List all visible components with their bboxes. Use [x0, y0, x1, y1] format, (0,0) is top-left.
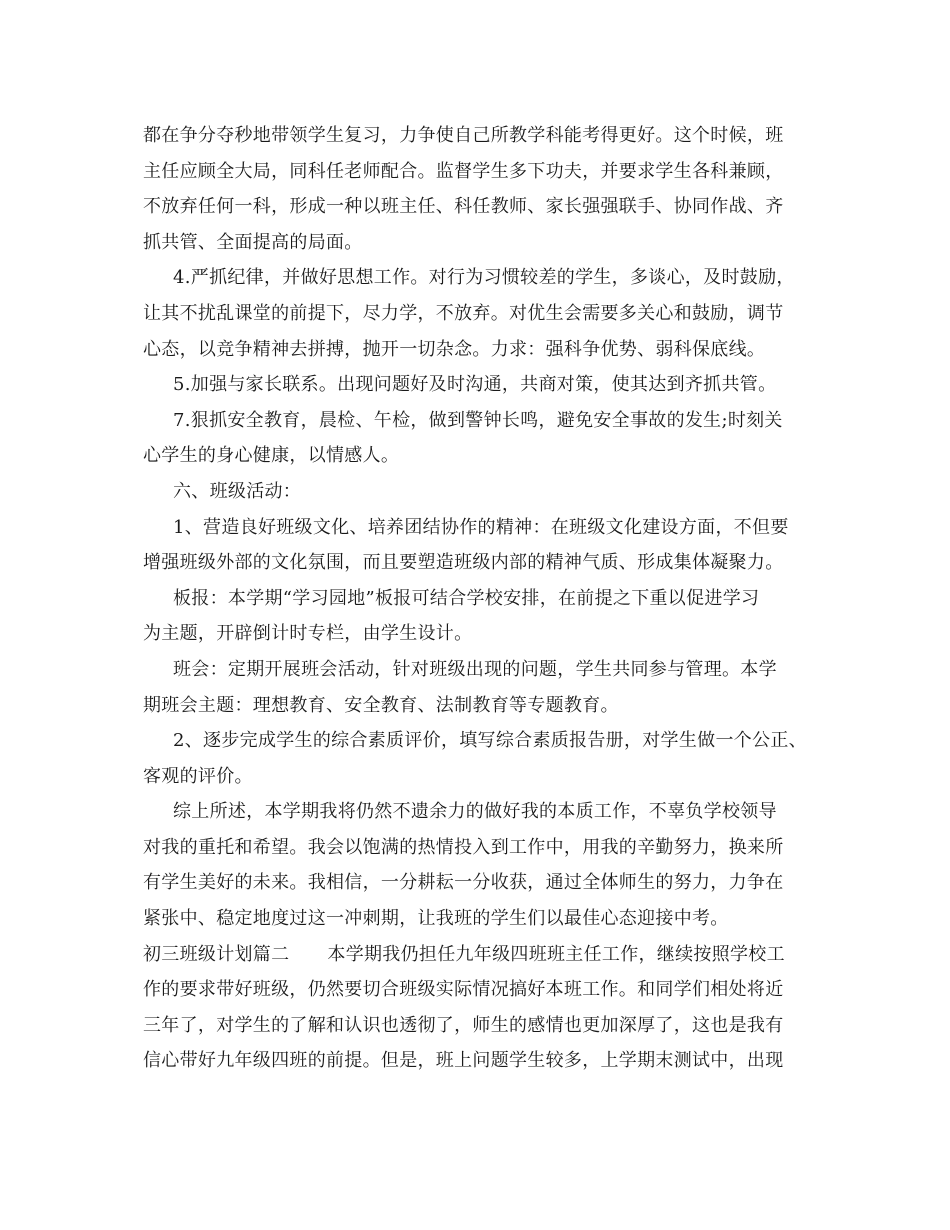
section-heading-line: 六、班级活动：: [173, 480, 302, 502]
paragraph-line: 作的要求带好班级，仍然要切合班级实际情况搞好本班工作。和同学们相处将近: [143, 979, 784, 1001]
section-first-line: 本学期我仍担任九年级四班班主任工作，继续按照学校工: [327, 943, 785, 965]
paragraph-line: 2、逐步完成学生的综合素质评价，填写综合素质报告册，对学生做一个公正、: [173, 730, 807, 752]
paragraph-line: 不放弃任何一科，形成一种以班主任、科任教师、家长强强联手、协同作战、齐: [143, 196, 784, 218]
paragraph-line: 为主题，开辟倒计时专栏，由学生设计。: [143, 623, 473, 645]
paragraph-line: 4.严抓纪律，并做好思想工作。对行为习惯较差的学生，多谈心，及时鼓励，: [173, 267, 795, 289]
paragraph-line: 主任应顾全大局，同科任老师配合。监督学生多下功夫，并要求学生各科兼顾，: [143, 160, 784, 182]
paragraph-line: 心学生的身心健康，以情感人。: [143, 445, 400, 467]
paragraph-line: 7.狠抓安全教育，晨检、午检，做到警钟长鸣，避免安全事故的发生;时刻关: [173, 409, 783, 431]
paragraph-line: 紧张中、稳定地度过这一冲刺期，让我班的学生们以最佳心态迎接中考。: [143, 908, 729, 930]
paragraph-line: 心态，以竞争精神去拼搏，抛开一切杂念。力求：强科争优势、弱科保底线。: [143, 338, 766, 360]
paragraph-line: 三年了，对学生的了解和认识也透彻了，师生的感情也更加深厚了，这也是我有: [143, 1014, 784, 1036]
paragraph-line: 5.加强与家长联系。出现问题好及时沟通，共商对策，使其达到齐抓共管。: [173, 374, 777, 396]
paragraph-line: 班会：定期开展班会活动，针对班级出现的问题，学生共同参与管理。本学: [173, 658, 777, 680]
paragraph-line: 增强班级外部的文化氛围，而且要塑造班级内部的精神气质、形成集体凝聚力。: [143, 552, 784, 574]
paragraph-line: 客观的评价。: [143, 765, 253, 787]
paragraph-line: 让其不扰乱课堂的前提下，尽力学，不放弃。对优生会需要多关心和鼓励，调节: [143, 302, 784, 324]
document-body: [143, 118, 823, 1079]
paragraph-line: 板报：本学期“学习园地”板报可结合学校安排，在前提之下重以促进学习: [173, 587, 760, 609]
paragraph-line: 1、营造良好班级文化、培养团结协作的精神：在班级文化建设方面，不但要: [173, 516, 789, 538]
paragraph-line: 信心带好九年级四班的前提。但是，班上问题学生较多，上学期末测试中，出现: [143, 1050, 784, 1072]
paragraph-line: 综上所述，本学期我将仍然不遗余力的做好我的本质工作，不辜负学校领导: [173, 801, 777, 823]
paragraph-line: 都在争分夺秒地带领学生复习，力争使自己所教学科能考得更好。这个时候，班: [143, 125, 784, 146]
paragraph-line: 期班会主题：理想教育、安全教育、法制教育等专题教育。: [143, 694, 619, 716]
paragraph-line: 抓共管、全面提高的局面。: [143, 231, 363, 253]
paragraph-line: 对我的重托和希望。我会以饱满的热情投入到工作中，用我的辛勤努力，换来所: [143, 836, 784, 858]
section-title-line: [143, 937, 823, 973]
section-heading: 初三班级计划篇二: [143, 943, 290, 965]
paragraph-line: 有学生美好的未来。我相信，一分耕耘一分收获，通过全体师生的努力，力争在: [143, 872, 784, 894]
